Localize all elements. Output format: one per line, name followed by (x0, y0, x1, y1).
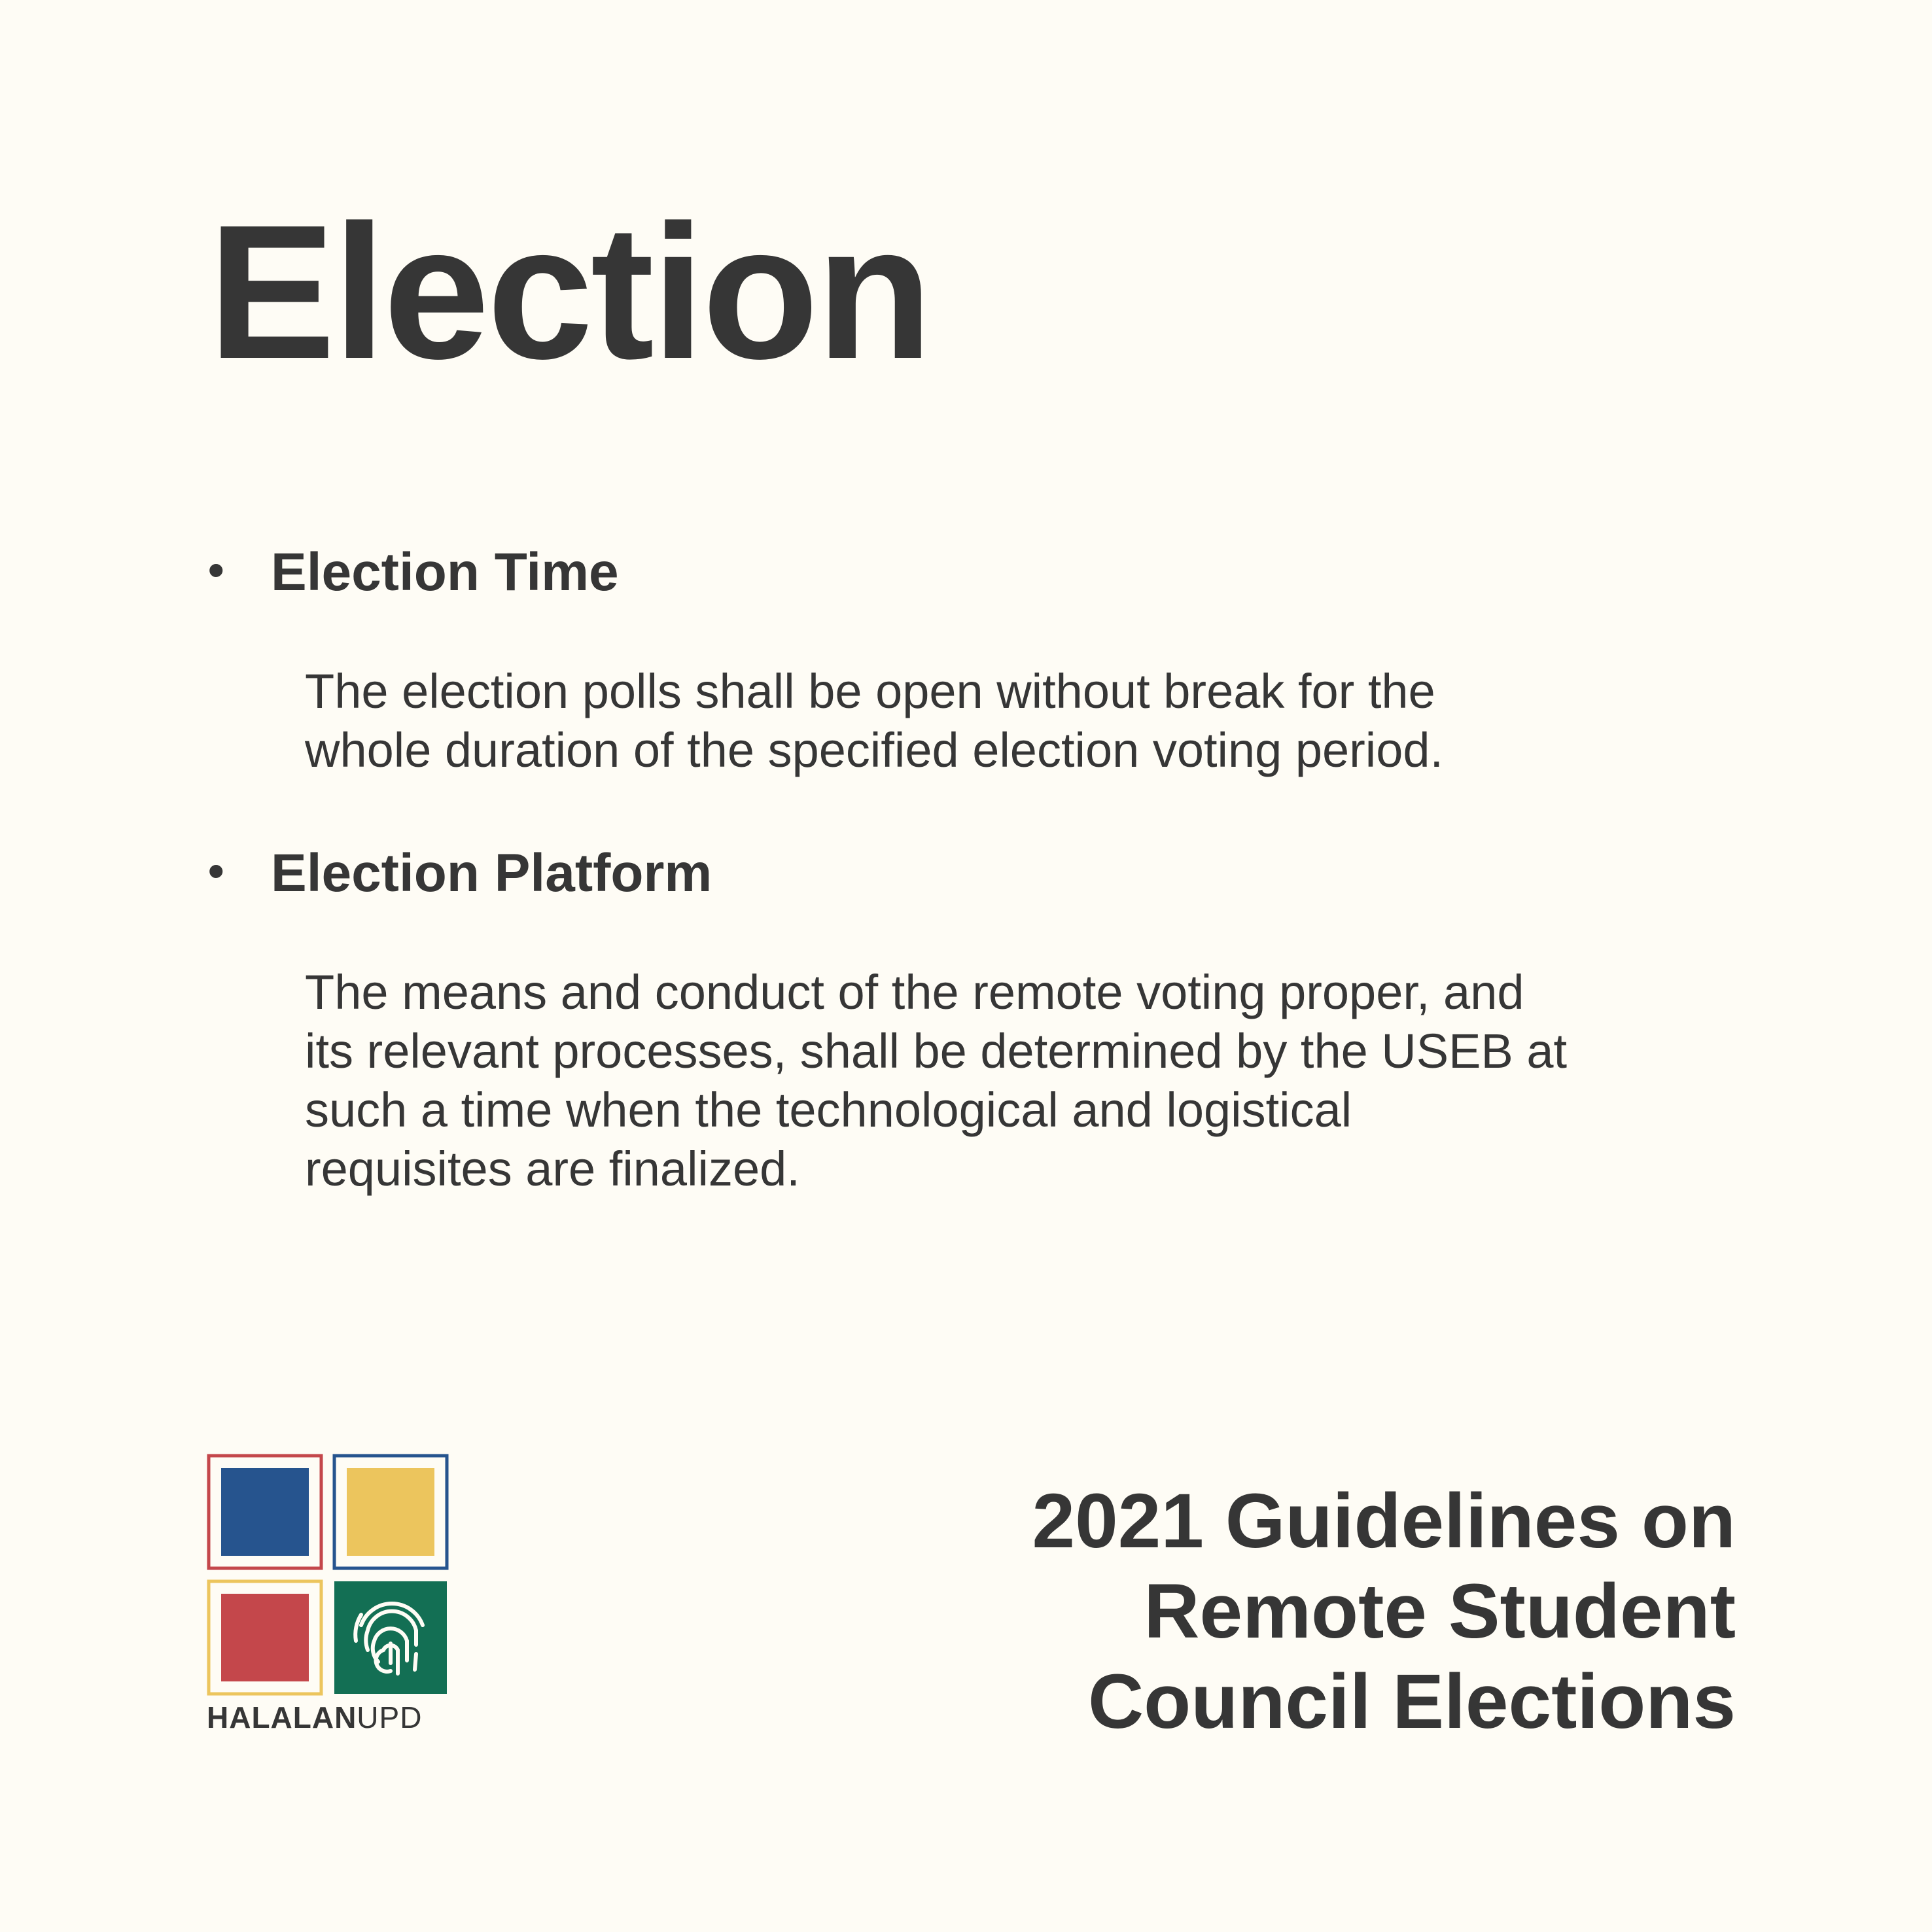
halalan-upd-logo (207, 1454, 449, 1739)
body-line: The means and conduct of the remote voting proper, and (305, 965, 1524, 1019)
section-heading-label: Election Time (271, 542, 619, 602)
logo-wordmark (207, 1702, 455, 1732)
section-body-election-time (305, 662, 1443, 780)
footer-title (1032, 1476, 1736, 1747)
bullet-icon: • (208, 544, 224, 595)
footer-title-line: 2021 Guidelines on (1032, 1478, 1736, 1564)
body-line: requisites are finalized. (305, 1142, 800, 1196)
logo-text-light: UPD (357, 1700, 423, 1734)
body-line: such a time when the technological and logistical (305, 1083, 1352, 1137)
bullet-icon: • (208, 845, 224, 896)
section-body-election-platform (305, 963, 1567, 1199)
footer-title-line: Remote Student (1144, 1568, 1736, 1655)
footer-title-line: Council Elections (1087, 1659, 1736, 1745)
section-heading-label: Election Platform (271, 843, 712, 903)
logo-squares-icon (207, 1454, 449, 1696)
body-line: The election polls shall be open without break for the (305, 664, 1435, 718)
page-title: Election (208, 185, 930, 398)
logo-text-bold: HALALAN (207, 1700, 357, 1734)
body-line: its relevant processes, shall be determined by the USEB at (305, 1024, 1568, 1078)
section-heading-election-platform (208, 843, 712, 903)
section-heading-election-time (208, 542, 619, 602)
body-line: whole duration of the specified election voting period. (305, 723, 1444, 777)
